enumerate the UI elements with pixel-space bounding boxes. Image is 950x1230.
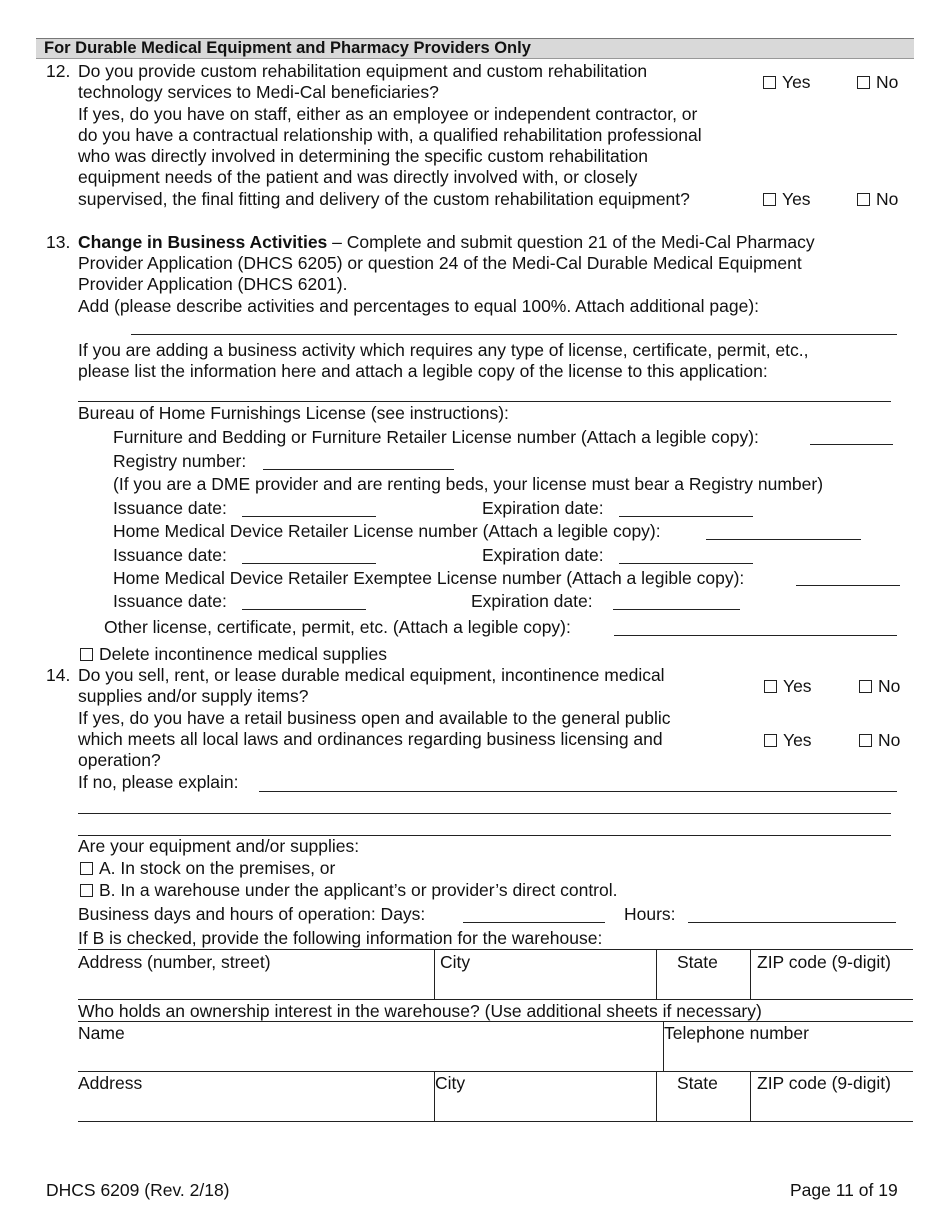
table-divider bbox=[656, 949, 657, 999]
days-field[interactable] bbox=[463, 922, 605, 923]
state-header: State bbox=[677, 1073, 718, 1093]
q14-yes-option[interactable] bbox=[764, 676, 812, 697]
checkbox[interactable] bbox=[859, 734, 872, 747]
yes-label: Yes bbox=[782, 189, 811, 209]
checkbox[interactable] bbox=[764, 734, 777, 747]
q13-license-line: please list the information here and attach a legible copy of the license to this application: bbox=[78, 361, 768, 381]
q14-sub-line: which meets all local laws and ordinances regarding business licensing and bbox=[78, 729, 663, 749]
explain-field-line[interactable] bbox=[78, 813, 891, 814]
registry-label: Registry number: bbox=[113, 451, 247, 471]
delete-incontinence-option[interactable] bbox=[80, 644, 387, 665]
option-a[interactable] bbox=[80, 858, 335, 879]
issuance-label: Issuance date: bbox=[113, 498, 227, 518]
issuance-label: Issuance date: bbox=[113, 591, 227, 611]
table-rule bbox=[78, 949, 913, 950]
checkbox[interactable] bbox=[763, 76, 776, 89]
checkbox[interactable] bbox=[859, 680, 872, 693]
license-info-field[interactable] bbox=[78, 401, 891, 402]
q14-sub-no-option[interactable] bbox=[859, 730, 900, 751]
q12-sub-line: If yes, do you have on staff, either as an employee or independent contractor, or bbox=[78, 104, 698, 124]
q12-line: Do you provide custom rehabilitation equipment and custom rehabilitation bbox=[78, 61, 648, 81]
option-a-label: A. In stock on the premises, or bbox=[99, 858, 336, 878]
q12-sub-line: who was directly involved in determining the specific custom rehabilitation bbox=[78, 146, 648, 166]
q13-number: 13. bbox=[46, 232, 71, 252]
hours-field[interactable] bbox=[688, 922, 896, 923]
furniture-license-field[interactable] bbox=[810, 444, 893, 445]
days-label: Business days and hours of operation: Days: bbox=[78, 904, 426, 924]
q13-title: Change in Business Activities bbox=[78, 232, 328, 252]
q12-number: 12. bbox=[46, 61, 71, 81]
section-header: For Durable Medical Equipment and Pharmacy Providers Only bbox=[36, 38, 914, 59]
table-divider bbox=[750, 949, 751, 999]
no-label: No bbox=[878, 676, 901, 696]
q14-sub-line: operation? bbox=[78, 750, 161, 770]
telephone-header: Telephone number bbox=[664, 1023, 809, 1043]
if-b-label: If B is checked, provide the following information for the warehouse: bbox=[78, 928, 603, 948]
expiration-label: Expiration date: bbox=[471, 591, 593, 611]
checkbox[interactable] bbox=[763, 193, 776, 206]
table-rule bbox=[78, 1021, 913, 1022]
other-license-label: Other license, certificate, permit, etc. (Attach a legible copy): bbox=[104, 617, 571, 637]
q12-sub-yes-option[interactable] bbox=[763, 189, 811, 210]
checkbox[interactable] bbox=[80, 884, 93, 897]
name-header: Name bbox=[78, 1023, 125, 1043]
q13-add-label: Add (please describe activities and percentages to equal 100%. Attach additional page): bbox=[78, 296, 760, 316]
explain-label: If no, please explain: bbox=[78, 772, 239, 792]
page-number: Page 11 of 19 bbox=[790, 1180, 898, 1200]
ownership-label: Who holds an ownership interest in the warehouse? (Use additional sheets if necessary) bbox=[78, 1001, 762, 1021]
form-number: DHCS 6209 (Rev. 2/18) bbox=[46, 1180, 230, 1200]
expiration-date-field[interactable] bbox=[613, 609, 740, 610]
zip-header: ZIP code (9-digit) bbox=[757, 952, 891, 972]
delete-incontinence-label: Delete incontinence medical supplies bbox=[99, 644, 387, 664]
table-rule bbox=[78, 1071, 913, 1072]
checkbox[interactable] bbox=[80, 862, 93, 875]
q13-line: Provider Application (DHCS 6201). bbox=[78, 274, 348, 294]
expiration-label: Expiration date: bbox=[482, 498, 604, 518]
hmd-retailer-field[interactable] bbox=[706, 539, 861, 540]
issuance-date-field[interactable] bbox=[242, 563, 376, 564]
zip-header: ZIP code (9-digit) bbox=[757, 1073, 891, 1093]
table-rule bbox=[78, 1121, 913, 1122]
yes-label: Yes bbox=[783, 676, 812, 696]
other-license-field[interactable] bbox=[614, 635, 897, 636]
state-header: State bbox=[677, 952, 718, 972]
issuance-label: Issuance date: bbox=[113, 545, 227, 565]
q12-no-option[interactable] bbox=[857, 72, 898, 93]
issuance-date-field[interactable] bbox=[242, 516, 376, 517]
expiration-label: Expiration date: bbox=[482, 545, 604, 565]
table-rule bbox=[78, 999, 913, 1000]
no-label: No bbox=[876, 72, 899, 92]
hmd-exemptee-label: Home Medical Device Retailer Exemptee License number (Attach a legible copy): bbox=[113, 568, 745, 588]
table-divider bbox=[656, 1071, 657, 1121]
q13-intro: – Complete and submit question 21 of the Medi-Cal Pharmacy bbox=[327, 232, 815, 252]
q13-line: Provider Application (DHCS 6205) or question 24 of the Medi-Cal Durable Medical Equipment bbox=[78, 253, 802, 273]
hmd-retailer-label: Home Medical Device Retailer License number (Attach a legible copy): bbox=[113, 521, 661, 541]
option-b[interactable] bbox=[80, 880, 618, 901]
table-divider bbox=[750, 1071, 751, 1121]
option-b-label: B. In a warehouse under the applicant’s or provider’s direct control. bbox=[99, 880, 618, 900]
q12-sub-line: do you have a contractual relationship with, a qualified rehabilitation professional bbox=[78, 125, 702, 145]
q12-yes-option[interactable] bbox=[763, 72, 811, 93]
no-label: No bbox=[878, 730, 901, 750]
no-label: No bbox=[876, 189, 899, 209]
q13-line bbox=[78, 232, 815, 253]
q12-sub-no-option[interactable] bbox=[857, 189, 898, 210]
q14-no-option[interactable] bbox=[859, 676, 900, 697]
yes-label: Yes bbox=[783, 730, 812, 750]
q13-license-line: If you are adding a business activity which requires any type of license, certificate, permit, etc., bbox=[78, 340, 809, 360]
registry-field[interactable] bbox=[263, 469, 454, 470]
explain-field[interactable] bbox=[259, 791, 897, 792]
checkbox[interactable] bbox=[764, 680, 777, 693]
registry-note: (If you are a DME provider and are renting beds, your license must bear a Registry number) bbox=[113, 474, 824, 494]
expiration-date-field[interactable] bbox=[619, 516, 753, 517]
q14-sub-line: If yes, do you have a retail business open and available to the general public bbox=[78, 708, 671, 728]
address-header: Address bbox=[78, 1073, 143, 1093]
checkbox[interactable] bbox=[857, 76, 870, 89]
yes-label: Yes bbox=[782, 72, 811, 92]
checkbox[interactable] bbox=[80, 648, 93, 661]
hmd-exemptee-field[interactable] bbox=[796, 585, 900, 586]
q14-line: supplies and/or supply items? bbox=[78, 686, 309, 706]
q14-line: Do you sell, rent, or lease durable medical equipment, incontinence medical bbox=[78, 665, 665, 685]
checkbox[interactable] bbox=[857, 193, 870, 206]
q12-sub-line: supervised, the final fitting and delivery of the custom rehabilitation equipment? bbox=[78, 189, 690, 209]
issuance-date-field[interactable] bbox=[242, 609, 366, 610]
q14-sub-yes-option[interactable] bbox=[764, 730, 812, 751]
q12-line: technology services to Medi-Cal beneficiaries? bbox=[78, 82, 439, 102]
equipment-question: Are your equipment and/or supplies: bbox=[78, 836, 360, 856]
city-header: City bbox=[440, 952, 471, 972]
table-divider bbox=[434, 949, 435, 999]
furniture-license-label: Furniture and Bedding or Furniture Retailer License number (Attach a legible copy): bbox=[113, 427, 759, 447]
bureau-label: Bureau of Home Furnishings License (see instructions): bbox=[78, 403, 509, 423]
city-header: City bbox=[435, 1073, 466, 1093]
address-street-header: Address (number, street) bbox=[78, 952, 271, 972]
hours-label: Hours: bbox=[624, 904, 676, 924]
expiration-date-field[interactable] bbox=[619, 563, 753, 564]
add-activities-field[interactable] bbox=[131, 334, 897, 335]
q12-sub-line: equipment needs of the patient and was directly involved with, or closely bbox=[78, 167, 638, 187]
q14-number: 14. bbox=[46, 665, 71, 685]
